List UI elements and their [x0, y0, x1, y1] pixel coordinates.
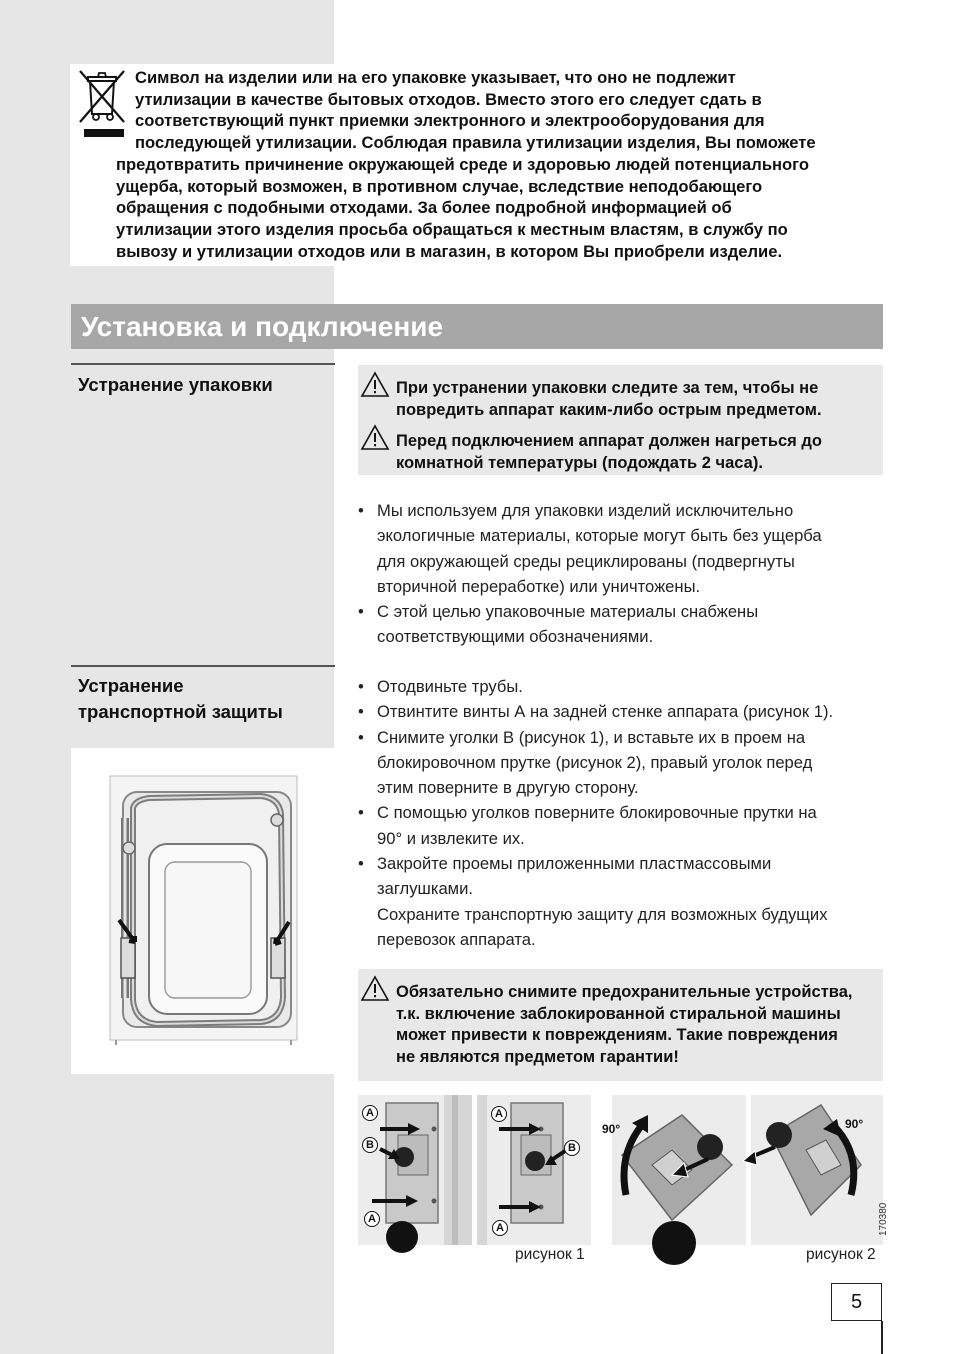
title-line: Устранение [78, 675, 184, 696]
packaging-removal-title: Устранение упаковки [78, 374, 273, 395]
section-heading: Установка и подключение [71, 304, 883, 349]
label-b-marker: B [564, 1140, 580, 1156]
weee-line: утилизации в качестве бытовых отходов. Вместо этого его следует сдать в [135, 89, 762, 109]
label-a-marker: A [492, 1220, 508, 1236]
warning-triangle-icon [360, 424, 390, 451]
weee-line: соответствующий пункт приемки электронного и электрооборудования для [135, 111, 765, 131]
bullet-line: соответствующими обозначениями. [377, 627, 654, 647]
warning-sharp-objects [396, 378, 876, 421]
warning-line: комнатной температуры (подождать 2 часа). [396, 453, 763, 472]
warning-line: Обязательно снимите предохранительные устройства, [396, 983, 853, 1001]
bullet-line: заглушками. [377, 879, 473, 899]
angle-label: 90° [602, 1122, 621, 1136]
warning-triangle-icon [360, 975, 390, 1002]
transport-protection-title [78, 673, 283, 725]
bullet-line: Отодвиньте трубы. [377, 677, 523, 696]
rotate-rod-illustration [751, 1095, 883, 1245]
warning-line: не являются предметом гарантии! [396, 1047, 679, 1066]
machine-back-figure [71, 748, 335, 1074]
list-item [358, 498, 883, 599]
list-item [358, 674, 888, 699]
bullet-line: 90° и извлеките их. [377, 828, 525, 848]
bullet-line: экологичные материалы, которые могут быть без ущерба [377, 526, 822, 546]
bullet-line: Сохраните транспортную защиту для возможных будущих [377, 904, 828, 924]
weee-line: утилизации этого изделия просьба обращаться к местным властям, в службу по [116, 219, 788, 239]
title-line: транспортной защиты [78, 701, 283, 722]
bullet-dot: • [358, 677, 364, 696]
bullet-line: вторичной переработке) или уничтожены. [377, 576, 701, 596]
warning-line: т.к. включение заблокированной стиральной машины [396, 1004, 841, 1023]
transport-bullets [358, 674, 888, 952]
figure2-caption: рисунок 2 [806, 1246, 876, 1263]
bullet-dot: • [358, 702, 364, 722]
bullet-line: С этой целью упаковочные материалы снабжены [377, 602, 759, 622]
warning-room-temperature [396, 431, 876, 474]
warning-triangle-icon [360, 371, 390, 398]
bullet-dot: • [358, 727, 364, 747]
packaging-bullets [358, 498, 883, 650]
angle-label: 90° [845, 1117, 864, 1131]
weee-notice [116, 67, 876, 262]
bullet-dot: • [358, 854, 364, 874]
list-item [358, 599, 883, 650]
bullet-line: этим поверните в другую сторону. [377, 778, 639, 798]
warning-line: Перед подключением аппарат должен нагреться до [396, 432, 822, 450]
document-code: 170380 [878, 1202, 889, 1236]
section-divider [71, 665, 335, 667]
warning-remove-safety-devices [396, 982, 881, 1068]
bullet-line: С помощью уголков поверните блокировочные прутки на [377, 803, 817, 823]
bullet-line: Закройте проемы приложенными пластмассовыми [377, 854, 772, 874]
bullet-line: Отвинтите винты А на задней стенке аппарата (рисунок 1). [377, 702, 834, 722]
label-b-marker: B [362, 1137, 378, 1153]
figure2-left-panel [602, 1095, 746, 1245]
bullet-line: блокировочном прутке (рисунок 2), правый уголок перед [377, 752, 813, 772]
bullet-dot: • [358, 602, 364, 622]
warning-line: повредить аппарат каким-либо острым предметом. [396, 400, 822, 419]
weee-line: предотвратить причинение окружающей среде и здоровью людей потенциального [116, 154, 810, 174]
warning-line: При устранении упаковки следите за тем, чтобы не [396, 379, 819, 397]
bullet-line: для окружающей среды рециклированы (подвергнуты [377, 551, 795, 571]
rotate-rod-illustration [612, 1095, 746, 1245]
figure1-caption: рисунок 1 [515, 1246, 585, 1263]
weee-line: обращения с подобными отходами. За более подробной информацией об [116, 198, 732, 218]
weee-line: вывозу и утилизации отходов или в магазин, в котором Вы приобрели изделие. [116, 241, 783, 261]
label-a-marker: A [364, 1211, 380, 1227]
list-item [358, 800, 888, 851]
section-divider [71, 363, 335, 365]
list-item [358, 699, 888, 724]
bullet-line: перевозок аппарата. [377, 929, 536, 949]
figure1-left-panel [358, 1095, 472, 1245]
weee-line: последующей утилизации. Соблюдая правила утилизации изделия, Вы поможете [135, 133, 816, 153]
label-a-marker: A [491, 1106, 507, 1122]
label-a-marker: A [362, 1105, 378, 1121]
list-item-continuation [358, 902, 888, 953]
washing-machine-back-illustration [71, 748, 335, 1074]
figure1-right-panel [477, 1095, 591, 1245]
bullet-dot: • [358, 803, 364, 823]
bullet-line: Снимите уголки В (рисунок 1), и вставьте их в проем на [377, 727, 806, 747]
figure2-right-panel [751, 1095, 883, 1245]
list-item [358, 725, 888, 801]
page-number-rule [881, 1321, 883, 1354]
weee-line: ущерба, который возможен, в противном случае, вследствие неподобающего [116, 176, 763, 196]
bullet-line: Мы используем для упаковки изделий исключительно [377, 501, 794, 520]
list-item [358, 851, 888, 902]
bullet-dot: • [358, 501, 364, 520]
weee-line: Символ на изделии или на его упаковке указывает, что оно не подлежит [135, 68, 736, 87]
page-number: 5 [831, 1283, 882, 1321]
warning-line: может привести к повреждениям. Такие повреждения [396, 1026, 838, 1044]
